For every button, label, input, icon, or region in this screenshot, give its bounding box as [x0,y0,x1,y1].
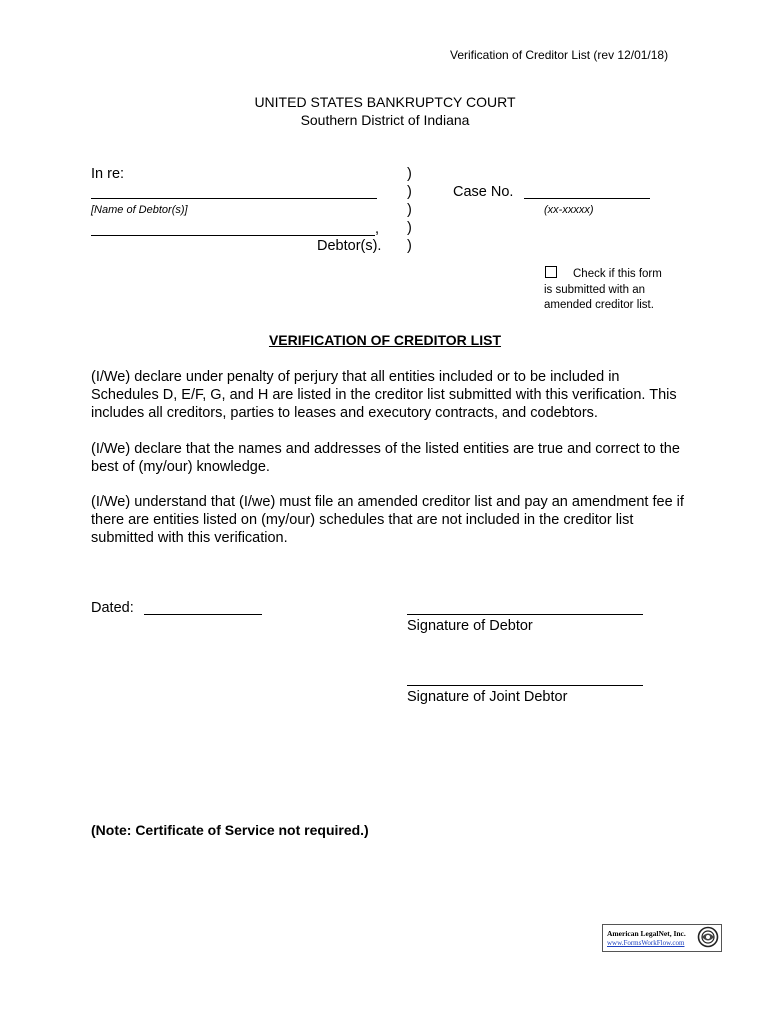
joint-debtor-signature-line[interactable] [407,685,643,686]
court-district: Southern District of Indiana [300,112,470,128]
dated-label: Dated: [91,600,134,616]
debtor-name-line[interactable] [91,198,377,199]
amended-list-checkbox[interactable] [545,266,557,278]
case-no-label: Case No. [453,184,514,200]
certificate-note: (Note: Certificate of Service not required.) [91,822,369,838]
debtors-label: Debtor(s). [317,238,382,254]
case-no-field[interactable] [524,198,650,199]
paragraph-accuracy: (I/We) declare that the names and addresses of the listed entities are true and correct to the best of (my/our) knowledge. [91,441,680,475]
debtor-signature-label: Signature of Debtor [407,618,533,634]
debtor-signature-line[interactable] [407,614,643,615]
caption-paren: ) [407,166,412,182]
amended-checkbox-label-3: amended creditor list. [544,299,654,311]
in-re-label: In re: [91,166,125,182]
amended-checkbox-label-2: is submitted with an [544,284,645,296]
logo-url[interactable]: www.FormsWorkFlow.com [607,939,685,947]
paragraph-amendment: (I/We) understand that (I/we) must file an amended creditor list and pay an amendment fee if there are entities listed on (my/our) schedules that are not included in the creditor list submitted with this verification. [91,494,684,546]
caption-paren: ) [407,202,412,218]
logo-company-name: American LegalNet, Inc. [607,929,686,938]
amended-checkbox-label-1: Check if this form [573,268,662,280]
caption-paren: ) [407,220,412,236]
document-title: VERIFICATION OF CREDITOR LIST [268,332,502,348]
paragraph-declaration: (I/We) declare under penalty of perjury that all entities included or to be included in Schedules D, E/F, G, and H are listed in the creditor list submitted with this verification. This includes all creditors, parties to leases and executory contracts, and codebtors. [91,369,677,421]
form-version: Verification of Creditor List (rev 12/01/18) [450,48,669,62]
debtor-name-hint: [Name of Debtor(s)] [91,204,188,216]
date-field[interactable] [144,614,262,615]
caption-comma: , [375,221,380,237]
joint-debtor-signature-label: Signature of Joint Debtor [407,689,568,705]
caption-paren: ) [407,238,412,254]
globe-icon [697,926,719,948]
court-name: UNITED STATES BANKRUPTCY COURT [254,94,516,110]
debtor-name-line-2[interactable] [91,235,375,236]
caption-paren: ) [407,184,412,200]
case-no-hint: (xx-xxxxx) [544,204,594,216]
american-legalnet-logo [602,924,722,952]
